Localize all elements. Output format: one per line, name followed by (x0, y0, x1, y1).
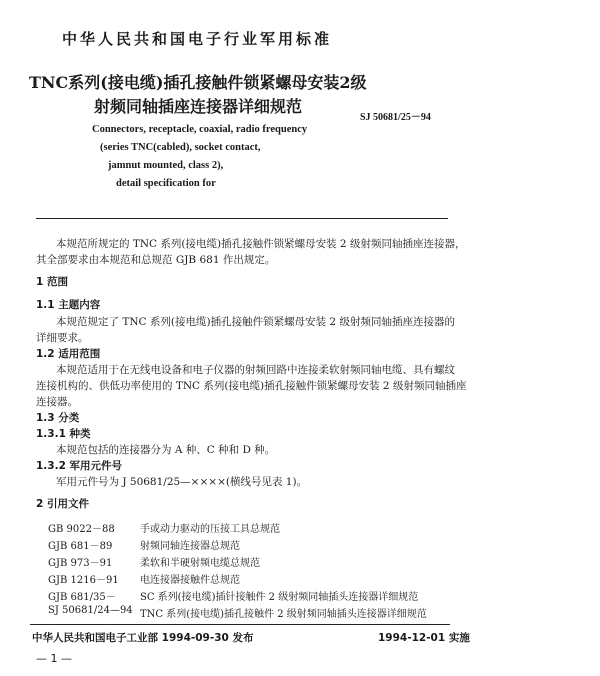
reference-code: GB 9022－88 (48, 524, 115, 535)
implementation-date: 1994-12-01 实施 (378, 632, 470, 644)
section-1-2-text: 连接器。 (36, 396, 78, 408)
intro-line-1: 本规范所规定的 TNC 系列(接电缆)插孔接触件锁紧螺母安装 2 级射频同轴插座连接器， (56, 238, 466, 250)
reference-code: GJB 681/35－ (48, 592, 116, 603)
doc-title-line-1: TNC系列(接电缆)插孔接触件锁紧螺母安装2级 (29, 73, 367, 92)
section-1-3-1-heading: 1.3.1 种类 (36, 428, 91, 440)
english-title-line: (series TNC(cabled), socket contact, (100, 142, 261, 153)
reference-title: TNC 系列(接电缆)插孔接触件 2 级射频同轴插头连接器详细规范 (140, 609, 427, 620)
reference-code: GJB 681－89 (48, 541, 113, 552)
section-1-2-heading: 1.2 适用范围 (36, 348, 101, 360)
section-1-1-text: 本规范规定了 TNC 系列(接电缆)插孔接触件锁紧螺母安装 2 级射频同轴插座连接器的 (56, 316, 455, 328)
doc-title-line-2: 射频同轴插座连接器详细规范 (94, 97, 303, 116)
issue-date: 中华人民共和国电子工业部 1994-09-30 发布 (32, 632, 254, 644)
section-1-2-text: 本规范适用于在无线电设备和电子仪器的射频回路中连接柔软射频同轴电缆、具有螺纹 (56, 364, 455, 376)
section-1-3-heading: 1.3 分类 (36, 412, 80, 424)
title-divider (36, 218, 448, 219)
footer-divider (30, 624, 450, 625)
section-1-1-heading: 1.1 主题内容 (36, 299, 101, 311)
english-title-line: detail specification for (116, 178, 216, 189)
reference-title: 电连接器接触件总规范 (140, 575, 240, 586)
intro-line-2: 其全部要求由本规范和总规范 GJB 681 作出规定。 (36, 254, 276, 266)
section-1-2-text: 连接机构的、供低功率使用的 TNC 系列(接电缆)插孔接触件锁紧螺母安装 2 级射频同轴插座 (36, 380, 467, 392)
reference-code: SJ 50681/24—94 (48, 605, 133, 616)
section-1-3-1-text: 本规范包括的连接器分为 A 种、C 种和 D 种。 (56, 444, 276, 456)
english-title-line: Connectors, receptacle, coaxial, radio frequency (92, 124, 308, 135)
reference-title: 手或动力驱动的压接工具总规范 (140, 524, 280, 535)
section-1-1-text: 详细要求。 (36, 332, 89, 344)
header-title: 中华人民共和国电子行业军用标准 (62, 30, 333, 48)
reference-code: GJB 1216－91 (48, 575, 119, 586)
reference-code: GJB 973－91 (48, 558, 113, 569)
page-number: — 1 — (36, 652, 72, 665)
english-title-line: jamnut mounted, class 2), (108, 160, 224, 171)
standard-number: SJ 50681/25－94 (360, 112, 431, 123)
section-1-3-2-heading: 1.3.2 军用元件号 (36, 460, 123, 472)
reference-title: SC 系列(接电缆)插针接触件 2 级射频同轴插头连接器详细规范 (140, 592, 419, 603)
reference-title: 射频同轴连接器总规范 (140, 541, 240, 552)
section-1-3-2-text: 军用元件号为 J 50681/25—××××(横线号见表 1)。 (56, 476, 308, 488)
reference-title: 柔软和半硬射频电缆总规范 (140, 558, 260, 569)
section-1-heading: 1 范围 (36, 276, 68, 288)
section-2-heading: 2 引用文件 (36, 498, 89, 510)
